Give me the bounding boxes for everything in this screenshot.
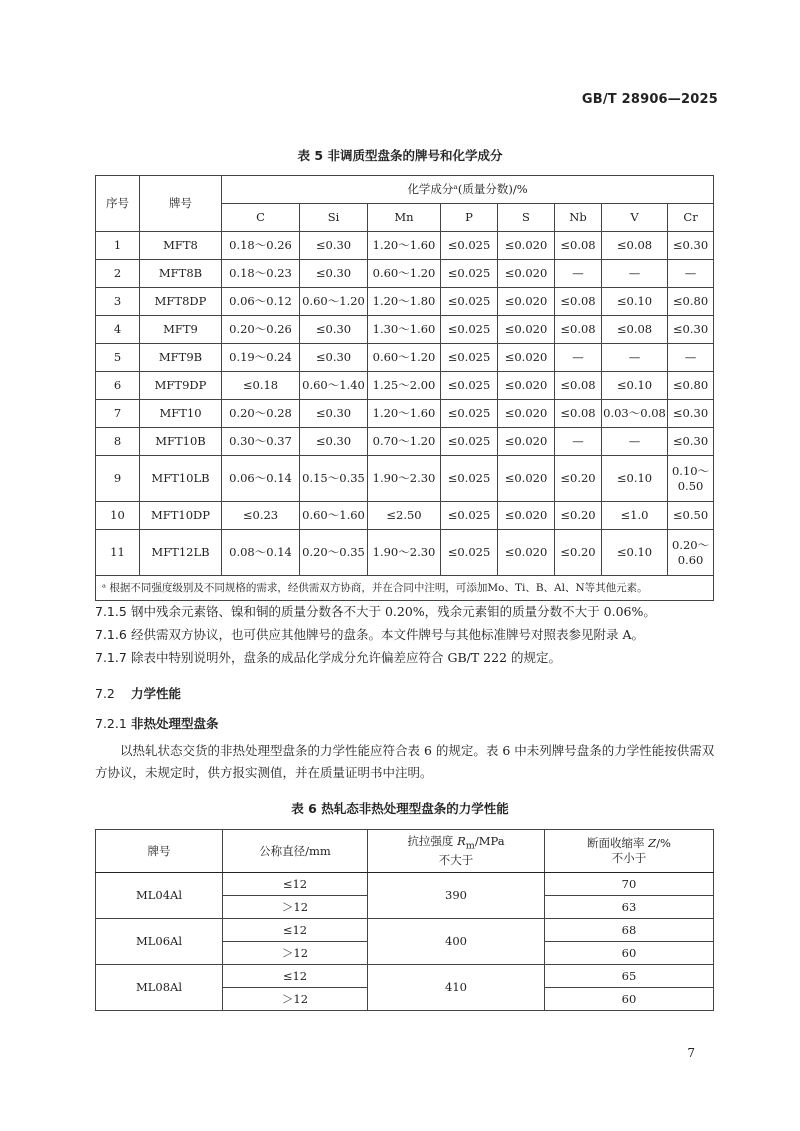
- composition-cell: 1.30～1.60: [368, 316, 441, 344]
- composition-cell: ≤0.025: [441, 288, 498, 316]
- tensile-strength-cell: 390: [368, 873, 545, 919]
- paragraph-7-2-1: 以热轧状态交货的非热处理型盘条的力学性能应符合表 6 的规定。表 6 中未列牌号盘条的力学性能按供需双方协议，未规定时，供方报实测值，并在质量证明书中注明。: [95, 743, 715, 780]
- composition-cell: ≤0.20: [555, 530, 602, 576]
- composition-cell: ≤0.020: [498, 232, 555, 260]
- composition-cell: ≤0.80: [668, 372, 714, 400]
- col-header-grade: 牌号: [140, 176, 222, 232]
- composition-cell: ≤1.0: [602, 502, 668, 530]
- composition-cell: 0.20～0.26: [222, 316, 300, 344]
- table-row: [96, 372, 714, 400]
- table-row: [96, 260, 714, 288]
- row-seq-cell: 5: [96, 344, 140, 372]
- composition-cell: 0.18～0.23: [222, 260, 300, 288]
- composition-cell: ≤0.50: [668, 502, 714, 530]
- composition-cell: ≤0.025: [441, 316, 498, 344]
- reduction-of-area-cell: 65: [545, 965, 714, 988]
- col-header-tensile-strength: 抗拉强度 $R_m$/MPa 不大于: [368, 830, 545, 873]
- col-header-seq: 序号: [96, 176, 140, 232]
- composition-cell: 0.18～0.26: [222, 232, 300, 260]
- composition-cell: ≤0.08: [555, 400, 602, 428]
- grade-cell: ML04Al: [96, 873, 223, 919]
- col-header-element: Si: [300, 204, 368, 232]
- diameter-cell: ＞12: [223, 988, 368, 1011]
- clause-7-1-5: 7.1.5 钢中残余元素铬、镍和铜的质量分数各不大于 0.20%，残余元素钼的质量分数不大于 0.06%。: [95, 604, 656, 619]
- table5-footnote: ᵃ 根据不同强度级别及不同规格的需求，经供需双方协商，并在合同中注明，可添加Mo、Ti、B、Al、N等其他元素。: [96, 576, 714, 601]
- tensile-strength-cell: 410: [368, 965, 545, 1011]
- composition-cell: ≤0.18: [222, 372, 300, 400]
- row-seq-cell: 8: [96, 428, 140, 456]
- composition-cell: —: [668, 260, 714, 288]
- row-grade-cell: MFT10DP: [140, 502, 222, 530]
- composition-cell: 0.10～ 0.50: [668, 456, 714, 502]
- row-grade-cell: MFT8: [140, 232, 222, 260]
- table6-caption: 表 6 热轧态非热处理型盘条的力学性能: [291, 801, 509, 816]
- composition-cell: 0.06～0.14: [222, 456, 300, 502]
- row-grade-cell: MFT9DP: [140, 372, 222, 400]
- composition-cell: —: [555, 260, 602, 288]
- table-row: [96, 232, 714, 260]
- row-seq-cell: 4: [96, 316, 140, 344]
- col-header-element: Cr: [668, 204, 714, 232]
- row-seq-cell: 9: [96, 456, 140, 502]
- composition-cell: 0.60～1.60: [300, 502, 368, 530]
- table-row: [96, 502, 714, 530]
- composition-cell: 0.08～0.14: [222, 530, 300, 576]
- composition-cell: ≤0.08: [602, 232, 668, 260]
- row-seq-cell: 1: [96, 232, 140, 260]
- section-heading-7-2-1: 7.2.1 非热处理型盘条: [95, 716, 219, 731]
- composition-cell: 1.20～1.60: [368, 400, 441, 428]
- composition-cell: ≤0.025: [441, 260, 498, 288]
- composition-cell: ≤2.50: [368, 502, 441, 530]
- col-header-element: Nb: [555, 204, 602, 232]
- composition-cell: ≤0.025: [441, 502, 498, 530]
- composition-cell: 0.60～1.20: [300, 288, 368, 316]
- reduction-of-area-cell: 68: [545, 919, 714, 942]
- col-header-diameter: 公称直径/mm: [223, 830, 368, 873]
- row-grade-cell: MFT12LB: [140, 530, 222, 576]
- composition-cell: 0.03～0.08: [602, 400, 668, 428]
- table-row: [96, 919, 714, 942]
- row-grade-cell: MFT10LB: [140, 456, 222, 502]
- diameter-cell: ≤12: [223, 919, 368, 942]
- composition-cell: —: [668, 344, 714, 372]
- table5: [95, 175, 714, 601]
- col-header-element: S: [498, 204, 555, 232]
- tensile-strength-cell: 400: [368, 919, 545, 965]
- diameter-cell: ＞12: [223, 942, 368, 965]
- composition-cell: 0.06～0.12: [222, 288, 300, 316]
- composition-cell: ≤0.08: [555, 372, 602, 400]
- composition-cell: ≤0.020: [498, 400, 555, 428]
- table-row: [96, 456, 714, 502]
- clause-7-1-7: 7.1.7 除表中特别说明外，盘条的成品化学成分允许偏差应符合 GB/T 222 的规定。: [95, 650, 562, 665]
- composition-cell: ≤0.020: [498, 456, 555, 502]
- row-grade-cell: MFT8B: [140, 260, 222, 288]
- composition-cell: ≤0.025: [441, 428, 498, 456]
- composition-cell: ≤0.30: [300, 344, 368, 372]
- table5-body: [96, 232, 714, 576]
- composition-cell: ≤0.30: [300, 316, 368, 344]
- col-header-grade: 牌号: [96, 830, 223, 873]
- composition-cell: ≤0.08: [555, 316, 602, 344]
- composition-cell: ≤0.020: [498, 260, 555, 288]
- table-row: [96, 428, 714, 456]
- composition-cell: —: [602, 260, 668, 288]
- composition-cell: ≤0.30: [300, 260, 368, 288]
- row-seq-cell: 2: [96, 260, 140, 288]
- composition-cell: 1.25～2.00: [368, 372, 441, 400]
- diameter-cell: ＞12: [223, 896, 368, 919]
- composition-cell: ≤0.025: [441, 456, 498, 502]
- reduction-of-area-cell: 70: [545, 873, 714, 896]
- composition-cell: 0.20～0.28: [222, 400, 300, 428]
- composition-cell: ≤0.020: [498, 530, 555, 576]
- diameter-cell: ≤12: [223, 965, 368, 988]
- composition-cell: 1.90～2.30: [368, 530, 441, 576]
- composition-cell: ≤0.20: [555, 502, 602, 530]
- composition-cell: ≤0.025: [441, 530, 498, 576]
- composition-cell: ≤0.025: [441, 372, 498, 400]
- table-row: [96, 873, 714, 896]
- composition-cell: ≤0.020: [498, 344, 555, 372]
- diameter-cell: ≤12: [223, 873, 368, 896]
- composition-cell: 1.20～1.80: [368, 288, 441, 316]
- composition-cell: ≤0.30: [300, 400, 368, 428]
- row-grade-cell: MFT9B: [140, 344, 222, 372]
- composition-cell: ≤0.08: [555, 288, 602, 316]
- composition-cell: ≤0.020: [498, 288, 555, 316]
- row-seq-cell: 3: [96, 288, 140, 316]
- col-header-element: C: [222, 204, 300, 232]
- grade-cell: ML06Al: [96, 919, 223, 965]
- composition-cell: —: [555, 428, 602, 456]
- col-header-composition: 化学成分ᵃ(质量分数)/%: [222, 176, 714, 204]
- composition-cell: —: [602, 344, 668, 372]
- table-row: [96, 965, 714, 988]
- composition-cell: 0.20～0.35: [300, 530, 368, 576]
- composition-cell: ≤0.10: [602, 456, 668, 502]
- composition-cell: ≤0.10: [602, 288, 668, 316]
- composition-cell: 0.15～0.35: [300, 456, 368, 502]
- composition-cell: 0.60～1.20: [368, 344, 441, 372]
- composition-cell: —: [602, 428, 668, 456]
- composition-cell: ≤0.80: [668, 288, 714, 316]
- composition-cell: ≤0.30: [300, 232, 368, 260]
- row-grade-cell: MFT10B: [140, 428, 222, 456]
- composition-cell: 1.90～2.30: [368, 456, 441, 502]
- composition-cell: ≤0.025: [441, 400, 498, 428]
- composition-cell: 0.20～ 0.60: [668, 530, 714, 576]
- composition-cell: 0.19～0.24: [222, 344, 300, 372]
- composition-cell: ≤0.020: [498, 502, 555, 530]
- row-seq-cell: 11: [96, 530, 140, 576]
- clause-7-1-6: 7.1.6 经供需双方协议，也可供应其他牌号的盘条。本文件牌号与其他标准牌号对照表参见附录 A。: [95, 627, 645, 642]
- row-grade-cell: MFT8DP: [140, 288, 222, 316]
- grade-cell: ML08Al: [96, 965, 223, 1011]
- composition-cell: ≤0.08: [602, 316, 668, 344]
- table5-caption: 表 5 非调质型盘条的牌号和化学成分: [297, 148, 503, 163]
- composition-cell: ≤0.020: [498, 372, 555, 400]
- composition-cell: ≤0.30: [668, 316, 714, 344]
- composition-cell: 0.60～1.40: [300, 372, 368, 400]
- composition-cell: ≤0.23: [222, 502, 300, 530]
- composition-cell: ≤0.025: [441, 344, 498, 372]
- row-grade-cell: MFT9: [140, 316, 222, 344]
- composition-cell: 1.20～1.60: [368, 232, 441, 260]
- composition-cell: 0.70～1.20: [368, 428, 441, 456]
- col-header-element: Mn: [368, 204, 441, 232]
- composition-cell: ≤0.020: [498, 428, 555, 456]
- page-number: 7: [687, 1046, 695, 1060]
- table-row: [96, 530, 714, 576]
- col-header-element: P: [441, 204, 498, 232]
- table-row: [96, 316, 714, 344]
- composition-cell: 0.30～0.37: [222, 428, 300, 456]
- composition-cell: ≤0.30: [300, 428, 368, 456]
- row-grade-cell: MFT10: [140, 400, 222, 428]
- row-seq-cell: 6: [96, 372, 140, 400]
- table6-body: [96, 873, 714, 1011]
- composition-cell: ≤0.10: [602, 530, 668, 576]
- composition-cell: ≤0.30: [668, 232, 714, 260]
- standard-id: GB/T 28906—2025: [581, 92, 718, 107]
- reduction-of-area-cell: 63: [545, 896, 714, 919]
- row-seq-cell: 7: [96, 400, 140, 428]
- composition-cell: ≤0.020: [498, 316, 555, 344]
- composition-cell: ≤0.30: [668, 400, 714, 428]
- composition-cell: 0.60～1.20: [368, 260, 441, 288]
- composition-cell: ≤0.10: [602, 372, 668, 400]
- section-heading-7-2: 7.2 力学性能: [95, 686, 182, 701]
- table6: [95, 829, 714, 1011]
- composition-cell: ≤0.08: [555, 232, 602, 260]
- reduction-of-area-cell: 60: [545, 942, 714, 965]
- composition-cell: ≤0.025: [441, 232, 498, 260]
- composition-cell: —: [555, 344, 602, 372]
- col-header-element: V: [602, 204, 668, 232]
- table-row: [96, 400, 714, 428]
- row-seq-cell: 10: [96, 502, 140, 530]
- reduction-of-area-cell: 60: [545, 988, 714, 1011]
- table-row: [96, 344, 714, 372]
- composition-cell: ≤0.20: [555, 456, 602, 502]
- col-header-reduction-of-area: 断面收缩率 Z/% 不小于: [545, 830, 714, 873]
- table-row: [96, 288, 714, 316]
- composition-cell: ≤0.30: [668, 428, 714, 456]
